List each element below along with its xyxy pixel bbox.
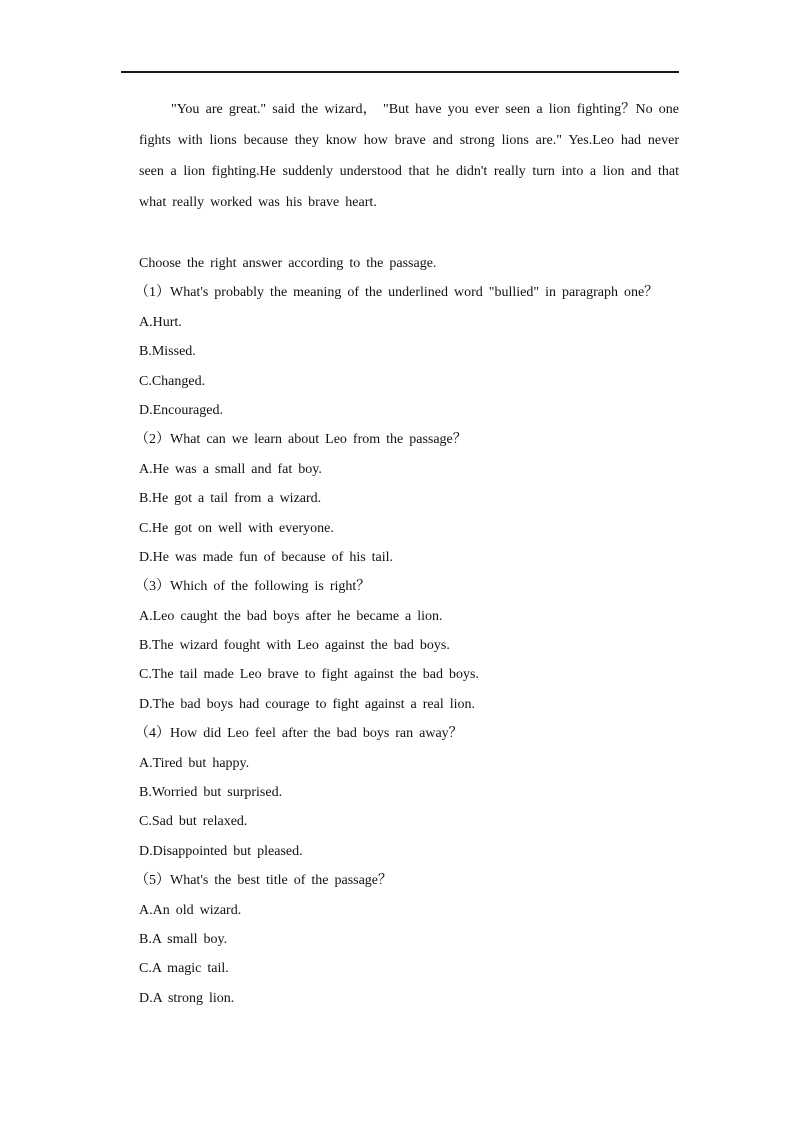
question-stem: （1）What's probably the meaning of the underlined word "bullied" in paragraph one？ bbox=[135, 285, 659, 301]
header-rule bbox=[121, 71, 679, 73]
answer-option: A.Leo caught the bad boys after he became a lion. bbox=[139, 608, 443, 624]
answer-option: B.The wizard fought with Leo against the bad boys. bbox=[139, 638, 450, 654]
answer-option: A.He was a small and fat boy. bbox=[139, 461, 322, 477]
question-list bbox=[135, 249, 679, 1013]
answer-option: D.Encouraged. bbox=[139, 402, 223, 418]
question-3 bbox=[135, 572, 679, 719]
question-4 bbox=[135, 719, 679, 866]
answer-option: C.Changed. bbox=[139, 373, 206, 389]
question-stem: （4）How did Leo feel after the bad boys ran away？ bbox=[135, 726, 463, 742]
answer-option: D.Disappointed but pleased. bbox=[139, 843, 303, 859]
answer-option: B.A small boy. bbox=[139, 931, 228, 947]
question-5 bbox=[135, 866, 679, 1013]
instruction-text: Choose the right answer according to the passage. bbox=[139, 256, 437, 271]
answer-option: C.Sad but relaxed. bbox=[139, 814, 248, 830]
answer-option: A.Hurt. bbox=[139, 314, 182, 330]
answer-option: C.A magic tail. bbox=[139, 961, 229, 977]
answer-option: B.Worried but surprised. bbox=[139, 785, 283, 801]
answer-option: D.The bad boys had courage to fight against a real lion. bbox=[139, 696, 476, 712]
answer-option: A.An old wizard. bbox=[139, 902, 242, 918]
answer-option: A.Tired but happy. bbox=[139, 755, 250, 771]
question-stem: （2）What can we learn about Leo from the passage？ bbox=[135, 432, 467, 448]
answer-option: D.He was made fun of because of his tail. bbox=[139, 549, 394, 565]
question-stem: （3）Which of the following is right？ bbox=[135, 579, 371, 595]
question-2 bbox=[135, 425, 679, 572]
answer-option: C.The tail made Leo brave to fight against the bad boys. bbox=[139, 667, 479, 683]
passage-paragraph: "You are great." said the wizard， "But have you ever seen a lion fighting？No one fights with lions because they know how brave and strong lions are." Yes.Leo had never seen a lion fighting.He suddenly understood that he didn't really turn into a lion and that what really worked was his brave heart. bbox=[139, 102, 679, 210]
answer-option: B.He got a tail from a wizard. bbox=[139, 491, 322, 507]
answer-option: B.Missed. bbox=[139, 344, 196, 360]
question-1 bbox=[135, 278, 679, 425]
answer-option: D.A strong lion. bbox=[139, 990, 235, 1006]
question-stem: （5）What's the best title of the passage？ bbox=[135, 873, 393, 889]
answer-option: C.He got on well with everyone. bbox=[139, 520, 334, 536]
